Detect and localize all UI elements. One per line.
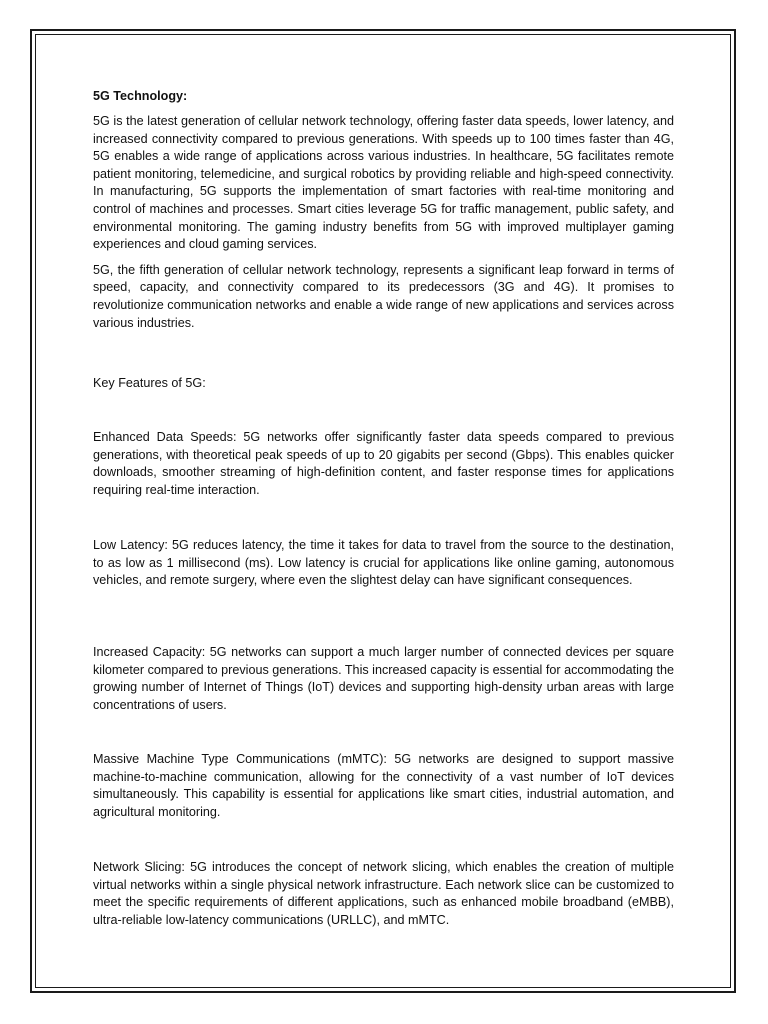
features-heading: Key Features of 5G: xyxy=(93,376,206,390)
feature-paragraph-capacity: Increased Capacity: 5G networks can support a much larger number of connected devices per square kilometer compared to previous generations. This increased capacity is essential for accommodating the growing number of Internet of Things (IoT) devices and supporting high-density urban areas with large concentrations of users. xyxy=(93,645,674,712)
feature-paragraph-data-speeds: Enhanced Data Speeds: 5G networks offer significantly faster data speeds compared to previous generations, with theoretical peak speeds of up to 20 gigabits per second (Gbps). This enables quicker downloads, smoother streaming of high-definition content, and faster response times for applications requiring real-time interaction. xyxy=(93,430,674,497)
feature-paragraph-network-slicing: Network Slicing: 5G introduces the concept of network slicing, which enables the creation of multiple virtual networks within a single physical network infrastructure. Each network slice can be customized to meet the specific requirements of different applications, such as enhanced mobile broadband (eMBB), ultra-reliable low-latency communications (URLLC), and mMTC. xyxy=(93,860,674,927)
feature-paragraph-low-latency: Low Latency: 5G reduces latency, the time it takes for data to travel from the source to the destination, to as low as 1 millisecond (ms). Low latency is crucial for applications like online gaming, autonomous vehicles, and remote surgery, where even the slightest delay can have significant consequences. xyxy=(93,538,674,588)
document-title: 5G Technology: xyxy=(93,89,188,103)
feature-paragraph-mmtc: Massive Machine Type Communications (mMTC): 5G networks are designed to support massive machine-to-machine communication, allowing for the connectivity of a vast number of IoT devices simultaneously. This capability is essential for applications like smart cities, industrial automation, and agricultural monitoring. xyxy=(93,752,674,819)
intro-paragraph: 5G, the fifth generation of cellular network technology, represents a significant leap forward in terms of speed, capacity, and connectivity compared to its predecessors (3G and 4G). It promises to revolutionize communication networks and enable a wide range of new applications and services across various industries. xyxy=(93,262,674,330)
intro-paragraph: 5G is the latest generation of cellular network technology, offering faster data speeds, lower latency, and increased connectivity compared to previous generations. With speeds up to 100 times faster than 4G, 5G enables a wide range of applications across various industries. In healthcare, 5G facilitates remote patient monitoring, telemedicine, and surgical robotics by providing reliable and high-speed connectivity. In manufacturing, 5G supports the implementation of smart factories with real-time monitoring and control of machines and processes. Smart cities leverage 5G for traffic management, public safety, and environmental monitoring. The gaming industry benefits from 5G with improved multiplayer gaming experiences and cloud gaming services. xyxy=(93,114,674,252)
document-body xyxy=(93,87,674,927)
